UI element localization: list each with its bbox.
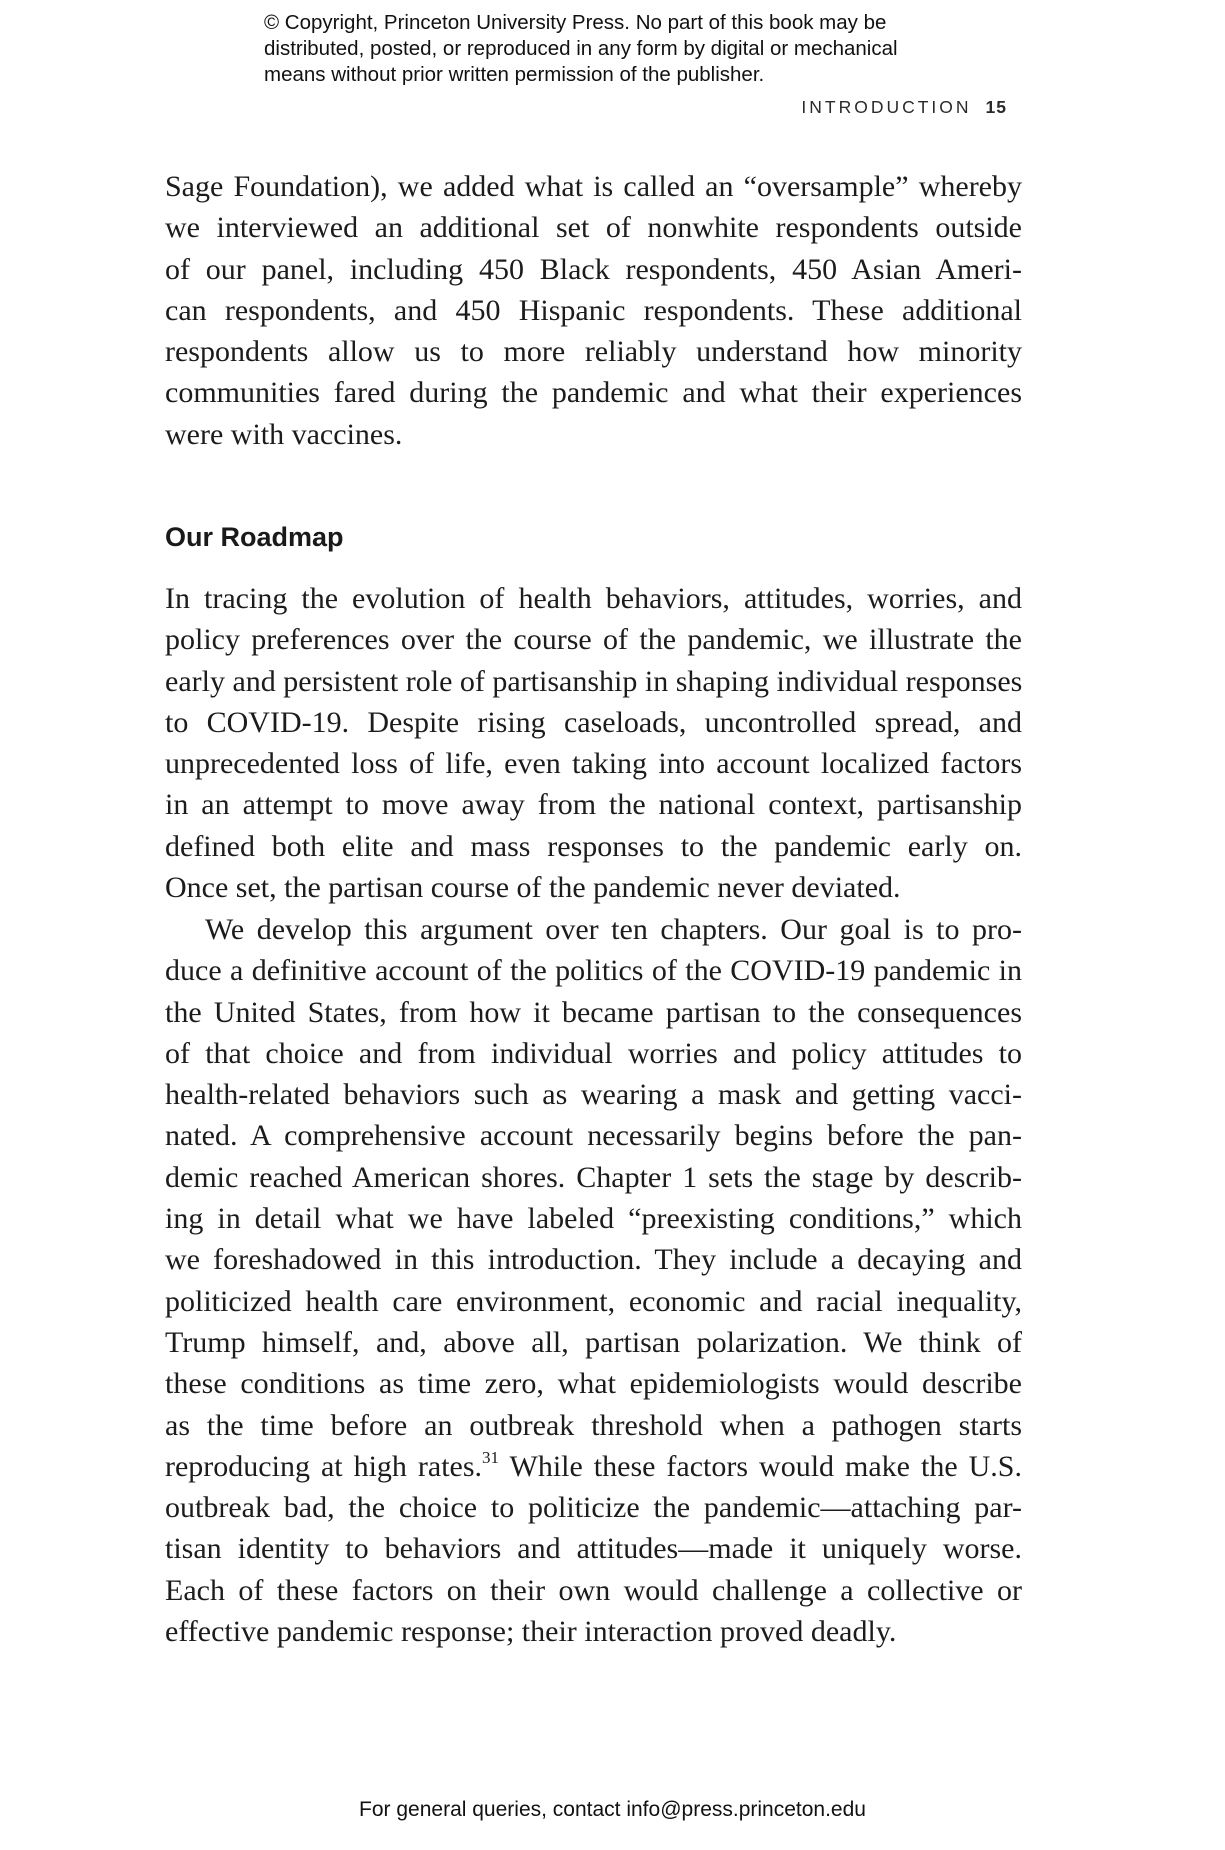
text-line: demic reached American shores. Chapter 1 sets the stage by describ- bbox=[165, 1160, 1022, 1194]
endnote-reference[interactable]: 31 bbox=[482, 1447, 500, 1467]
text-line: effective pandemic response; their interaction proved deadly. bbox=[165, 1615, 897, 1649]
text-line: ing in detail what we have labeled “preexisting conditions,” which bbox=[165, 1202, 1022, 1236]
running-head-title: INTRODUCTION bbox=[801, 97, 972, 117]
copyright-notice bbox=[264, 10, 1024, 88]
text-line: can respondents, and 450 Hispanic respondents. These additional bbox=[165, 293, 1022, 327]
text-line: Once set, the partisan course of the pandemic never deviated. bbox=[165, 871, 901, 905]
text-line: respondents allow us to more reliably understand how minority bbox=[165, 335, 1022, 369]
text-line: We develop this argument over ten chapters. Our goal is to pro- bbox=[205, 913, 1022, 946]
text-line: of our panel, including 450 Black respondents, 450 Asian Ameri- bbox=[165, 252, 1022, 286]
section-heading: Our Roadmap bbox=[165, 522, 344, 552]
text-line: Sage Foundation), we added what is called an “oversample” whereby bbox=[165, 170, 1022, 203]
note-line-start: reproducing at high rates. bbox=[165, 1449, 483, 1483]
copyright-line: distributed, posted, or reproduced in any form by digital or mechanical bbox=[264, 37, 898, 60]
text-line: we interviewed an additional set of nonwhite respondents outside bbox=[165, 211, 1022, 245]
text-line: in an attempt to move away from the national context, partisanship bbox=[165, 788, 1022, 822]
text-line: duce a definitive account of the politics of the COVID-19 pandemic in bbox=[165, 954, 1022, 988]
text-line: communities fared during the pandemic and what their experiences bbox=[165, 376, 1022, 410]
text-line: outbreak bad, the choice to politicize the pandemic—attaching par- bbox=[165, 1491, 1022, 1525]
text-line: Trump himself, and, above all, partisan polarization. We think of bbox=[165, 1325, 1022, 1359]
paragraph-roadmap bbox=[165, 578, 1022, 908]
paragraph-chapters bbox=[165, 909, 1022, 1652]
text-line: defined both elite and mass responses to the pandemic early on. bbox=[165, 829, 1022, 863]
page-number: 15 bbox=[985, 97, 1007, 117]
text-line: we foreshadowed in this introduction. They include a decaying and bbox=[165, 1243, 1022, 1277]
text-line: these conditions as time zero, what epidemiologists would describe bbox=[165, 1367, 1022, 1401]
text-line: In tracing the evolution of health behaviors, attitudes, worries, and bbox=[165, 582, 1022, 615]
text-line-with-note bbox=[165, 1446, 1022, 1487]
text-line: Each of these factors on their own would challenge a collective or bbox=[165, 1573, 1022, 1607]
text-line: of that choice and from individual worries and policy attitudes to bbox=[165, 1036, 1022, 1070]
text-line: as the time before an outbreak threshold when a pathogen starts bbox=[165, 1408, 1022, 1442]
copyright-line: © Copyright, Princeton University Press. No part of this book may be bbox=[264, 11, 887, 34]
text-line: tisan identity to behaviors and attitudes—made it uniquely worse. bbox=[165, 1532, 1022, 1566]
text-line: policy preferences over the course of the pandemic, we illustrate the bbox=[165, 623, 1022, 657]
text-line: the United States, from how it became partisan to the consequences bbox=[165, 995, 1022, 1029]
copyright-line: means without prior written permission of the publisher. bbox=[264, 63, 765, 86]
text-line: nated. A comprehensive account necessarily begins before the pan- bbox=[165, 1119, 1022, 1153]
running-head bbox=[801, 97, 1007, 118]
text-line: to COVID-19. Despite rising caseloads, uncontrolled spread, and bbox=[165, 705, 1022, 739]
note-line-end: While these factors would make the U.S. bbox=[499, 1449, 1022, 1483]
text-line: health-related behaviors such as wearing a mask and getting vacci- bbox=[165, 1078, 1022, 1112]
text-line: early and persistent role of partisanship in shaping individual responses bbox=[165, 664, 1023, 698]
text-line: unprecedented loss of life, even taking into account localized factors bbox=[165, 747, 1022, 781]
footer-contact: For general queries, contact info@press.princeton.edu bbox=[359, 1798, 866, 1821]
paragraph-continued bbox=[165, 166, 1022, 455]
text-line: were with vaccines. bbox=[165, 417, 403, 451]
text-line: politicized health care environment, economic and racial inequality, bbox=[165, 1284, 1022, 1318]
